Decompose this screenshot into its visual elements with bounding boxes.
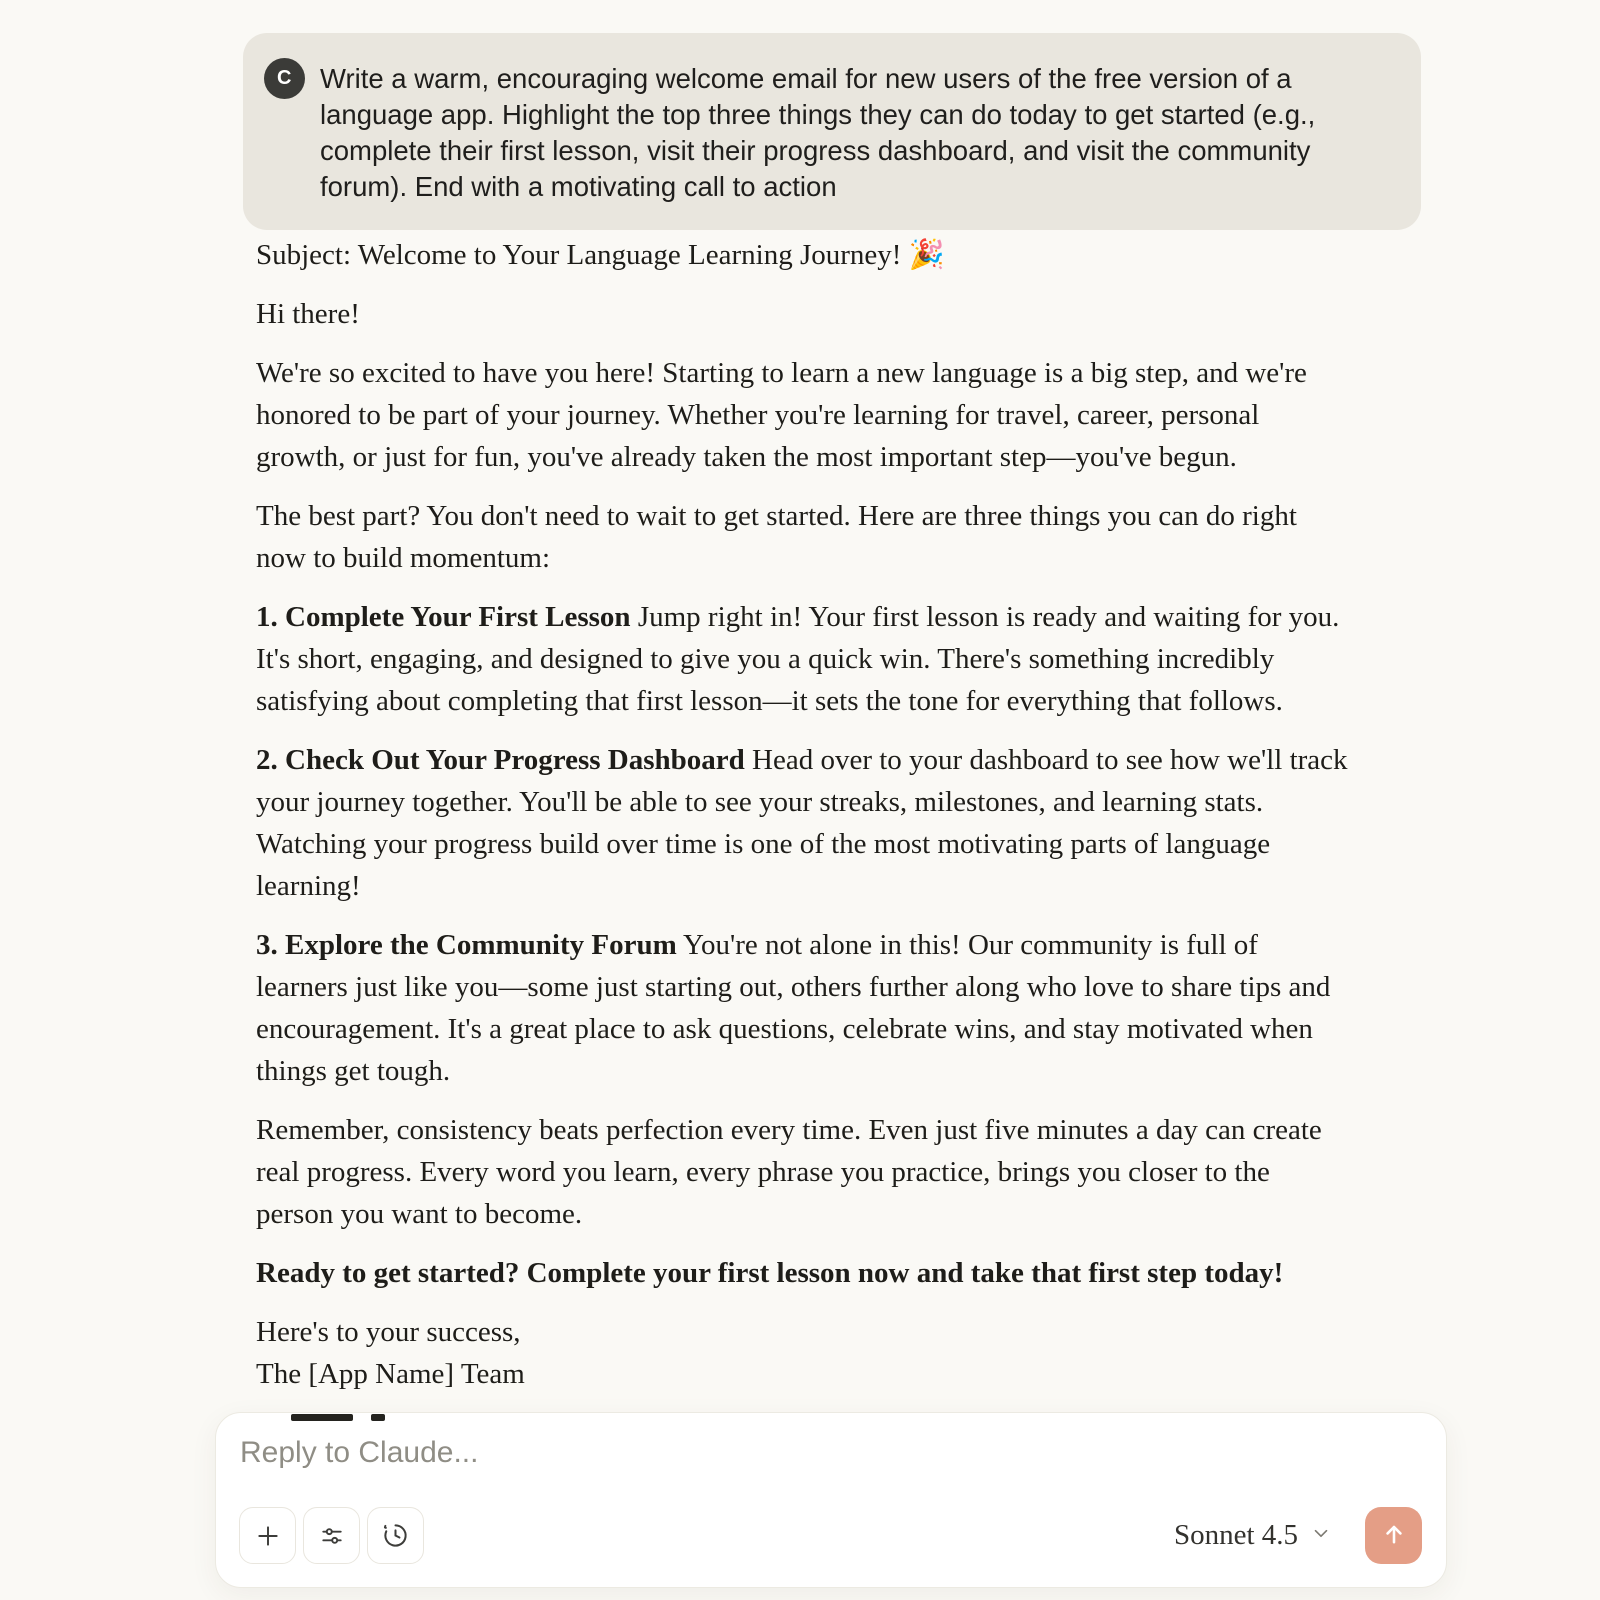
history-button[interactable] [367, 1507, 424, 1564]
arrow-up-icon [1380, 1520, 1408, 1551]
composer-controls [239, 1507, 1422, 1564]
attach-button[interactable] [239, 1507, 296, 1564]
user-message-text: Write a warm, encouraging welcome email for new users of the free version of a language app. Highlight the top three things they can do today to get started (e.g., complete their first lesson, visit their progress dashboard, and visit the community forum). End with a motivating call to action [320, 63, 1316, 202]
reply-composer [215, 1412, 1447, 1588]
assistant-message [256, 234, 1352, 1412]
chevron-down-icon [1310, 1519, 1332, 1552]
user-message-bubble [243, 33, 1421, 230]
model-selector[interactable] [1174, 1519, 1332, 1552]
email-paragraph: Subject: Welcome to Your Language Learning Journey! 🎉 [256, 239, 945, 271]
email-paragraph: We're so excited to have you here! Starting to learn a new language is a big step, and we're honored to be part of your journey. Whether you're learning for travel, career, personal growth, or just for fun, you've already taken the most important step—you've begun. [256, 357, 1307, 473]
email-paragraph: 1. Complete Your First Lesson Jump right in! Your first lesson is ready and waiting for you. It's short, engaging, and designed to give you a quick win. There's something incredibly satisfying about completing that first lesson—it sets the tone for everything that follows. [256, 601, 1340, 717]
user-avatar [264, 58, 305, 99]
email-paragraph: 2. Check Out Your Progress Dashboard Head over to your dashboard to see how we'll track your journey together. You'll be able to see your streaks, milestones, and learning stats. Watching your progress build over time is one of the most motivating parts of language learning! [256, 744, 1348, 902]
reply-input[interactable] [240, 1433, 1422, 1491]
email-paragraph: The best part? You don't need to wait to get started. Here are three things you can do right now to build momentum: [256, 500, 1297, 574]
tools-button[interactable] [303, 1507, 360, 1564]
email-paragraph: Here's to your success, The [App Name] Team [256, 1316, 525, 1390]
email-paragraph: Remember, consistency beats perfection every time. Even just five minutes a day can create real progress. Every word you learn, every phrase you practice, brings you closer to the person you want to become. [256, 1114, 1322, 1230]
email-paragraph: Ready to get started? Complete your first lesson now and take that first step today! [256, 1257, 1284, 1289]
plus-icon [255, 1523, 281, 1549]
sliders-icon [319, 1523, 345, 1549]
send-button[interactable] [1365, 1507, 1422, 1564]
email-paragraph: 3. Explore the Community Forum You're not alone in this! Our community is full of learners just like you—some just starting out, others further along who love to share tips and encouragement. It's a great place to ask questions, celebrate wins, and stay motivated when things get tough. [256, 929, 1331, 1087]
email-paragraph: Hi there! [256, 298, 360, 330]
history-clock-icon [382, 1522, 409, 1549]
model-label: Sonnet 4.5 [1173, 1519, 1298, 1551]
user-avatar-letter: C [277, 67, 292, 89]
